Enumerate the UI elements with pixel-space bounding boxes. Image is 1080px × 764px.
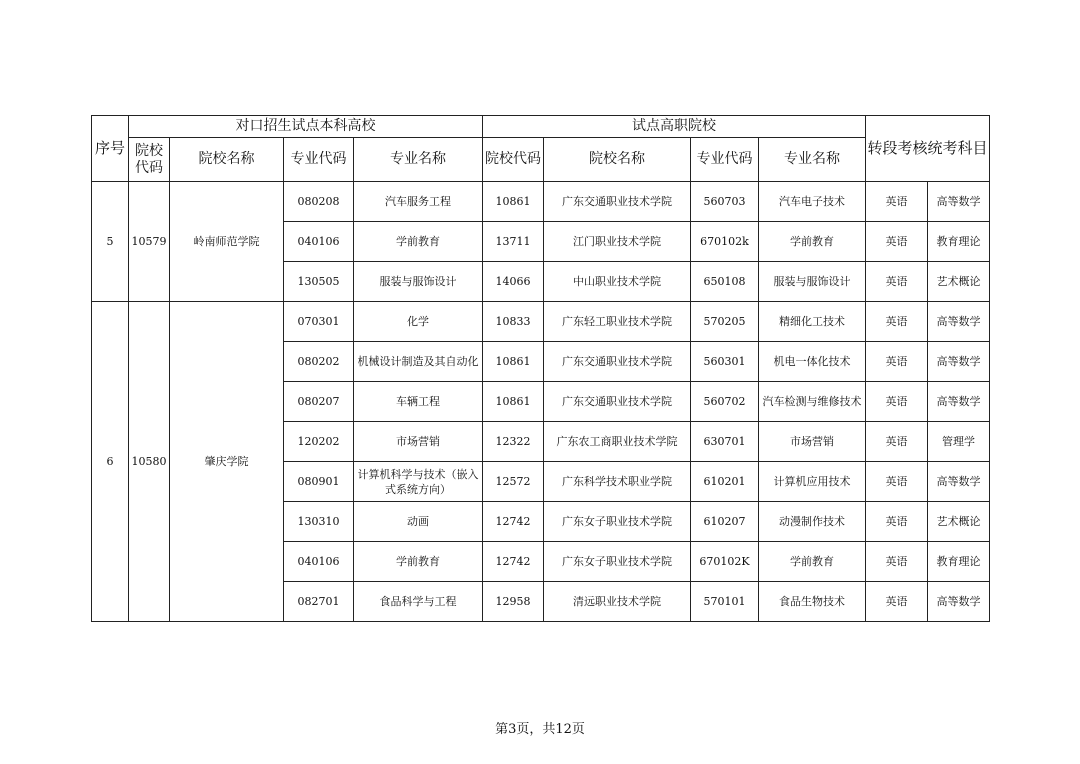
subject1-cell: 英语 (866, 502, 928, 542)
v-school-name-cell: 广东轻工职业技术学院 (544, 302, 691, 342)
header-row-1 (92, 116, 990, 138)
subject1-cell: 英语 (866, 182, 928, 222)
v-school-name-cell: 广东交通职业技术学院 (544, 342, 691, 382)
school-name-cell: 岭南师范学院 (170, 182, 284, 302)
subject2-cell: 艺术概论 (928, 262, 990, 302)
subject2-cell: 高等数学 (928, 342, 990, 382)
school-code-cell: 10579 (129, 182, 170, 302)
v-major-code-cell: 650108 (691, 262, 759, 302)
major-name-cell: 车辆工程 (354, 382, 483, 422)
v-major-code-cell: 610201 (691, 462, 759, 502)
page-number-label: 第3页，共12页 (495, 722, 585, 737)
v-school-name-cell: 广东女子职业技术学院 (544, 542, 691, 582)
v-school-name-cell: 广东科学技术职业学院 (544, 462, 691, 502)
seq-cell: 5 (92, 182, 129, 302)
subject1-cell: 英语 (866, 542, 928, 582)
major-code-cell: 080208 (284, 182, 354, 222)
subject1-cell: 英语 (866, 222, 928, 262)
v-school-code-cell: 10861 (483, 342, 544, 382)
header-b-school-name: 院校名称 (170, 138, 284, 182)
major-code-cell: 082701 (284, 582, 354, 622)
v-school-name-cell: 广东交通职业技术学院 (544, 182, 691, 222)
major-code-cell: 040106 (284, 542, 354, 582)
v-school-name-cell: 广东交通职业技术学院 (544, 382, 691, 422)
v-school-code-cell: 12742 (483, 502, 544, 542)
v-school-code-cell: 12322 (483, 422, 544, 462)
major-name-cell: 食品科学与工程 (354, 582, 483, 622)
v-major-code-cell: 670102K (691, 542, 759, 582)
subject1-cell: 英语 (866, 422, 928, 462)
v-school-name-cell: 广东女子职业技术学院 (544, 502, 691, 542)
v-major-name-cell: 精细化工技术 (759, 302, 866, 342)
subject1-cell: 英语 (866, 582, 928, 622)
v-school-code-cell: 12572 (483, 462, 544, 502)
header-b-major-name: 专业名称 (354, 138, 483, 182)
subject1-cell: 英语 (866, 462, 928, 502)
subject2-cell: 高等数学 (928, 182, 990, 222)
v-school-name-cell: 江门职业技术学院 (544, 222, 691, 262)
header-group-bachelor: 对口招生试点本科高校 (129, 116, 483, 138)
admissions-table (91, 115, 990, 622)
header-v-major-name: 专业名称 (759, 138, 866, 182)
header-group-vocational: 试点高职院校 (483, 116, 866, 138)
major-code-cell: 130505 (284, 262, 354, 302)
v-major-name-cell: 汽车电子技术 (759, 182, 866, 222)
major-name-cell: 学前教育 (354, 542, 483, 582)
header-exam-subjects: 转段考核统考科目 (866, 116, 990, 182)
subject2-cell: 高等数学 (928, 382, 990, 422)
major-name-cell: 学前教育 (354, 222, 483, 262)
subject2-cell: 艺术概论 (928, 502, 990, 542)
major-name-cell: 动画 (354, 502, 483, 542)
major-name-cell: 计算机科学与技术（嵌入式系统方向） (354, 462, 483, 502)
v-school-name-cell: 中山职业技术学院 (544, 262, 691, 302)
v-major-name-cell: 服装与服饰设计 (759, 262, 866, 302)
page-footer (0, 718, 1080, 737)
v-major-code-cell: 560702 (691, 382, 759, 422)
subject1-cell: 英语 (866, 382, 928, 422)
header-row-2 (92, 138, 990, 182)
major-name-cell: 汽车服务工程 (354, 182, 483, 222)
subject2-cell: 高等数学 (928, 582, 990, 622)
major-code-cell: 080202 (284, 342, 354, 382)
v-major-code-cell: 560703 (691, 182, 759, 222)
header-seq: 序号 (92, 116, 129, 182)
major-code-cell: 130310 (284, 502, 354, 542)
v-school-code-cell: 10861 (483, 382, 544, 422)
header-b-major-code: 专业代码 (284, 138, 354, 182)
major-code-cell: 120202 (284, 422, 354, 462)
v-major-name-cell: 汽车检测与维修技术 (759, 382, 866, 422)
major-name-cell: 服装与服饰设计 (354, 262, 483, 302)
major-name-cell: 市场营销 (354, 422, 483, 462)
table-row (92, 182, 990, 222)
major-code-cell: 040106 (284, 222, 354, 262)
v-major-code-cell: 570101 (691, 582, 759, 622)
header-v-school-code: 院校代码 (483, 138, 544, 182)
v-major-name-cell: 计算机应用技术 (759, 462, 866, 502)
v-school-code-cell: 10833 (483, 302, 544, 342)
major-code-cell: 070301 (284, 302, 354, 342)
subject1-cell: 英语 (866, 342, 928, 382)
v-school-code-cell: 12958 (483, 582, 544, 622)
subject2-cell: 教育理论 (928, 222, 990, 262)
table-row (92, 302, 990, 342)
major-name-cell: 化学 (354, 302, 483, 342)
subject2-cell: 教育理论 (928, 542, 990, 582)
v-major-name-cell: 食品生物技术 (759, 582, 866, 622)
school-name-cell: 肇庆学院 (170, 302, 284, 622)
header-b-school-code: 院校代码 (129, 138, 170, 182)
v-major-name-cell: 市场营销 (759, 422, 866, 462)
school-code-cell: 10580 (129, 302, 170, 622)
major-name-cell: 机械设计制造及其自动化 (354, 342, 483, 382)
major-code-cell: 080901 (284, 462, 354, 502)
v-school-name-cell: 广东农工商职业技术学院 (544, 422, 691, 462)
subject1-cell: 英语 (866, 302, 928, 342)
v-major-name-cell: 动漫制作技术 (759, 502, 866, 542)
v-major-code-cell: 560301 (691, 342, 759, 382)
v-major-code-cell: 570205 (691, 302, 759, 342)
header-v-school-name: 院校名称 (544, 138, 691, 182)
seq-cell: 6 (92, 302, 129, 622)
v-major-code-cell: 670102k (691, 222, 759, 262)
v-school-code-cell: 13711 (483, 222, 544, 262)
v-major-code-cell: 610207 (691, 502, 759, 542)
v-major-name-cell: 学前教育 (759, 222, 866, 262)
v-school-name-cell: 清远职业技术学院 (544, 582, 691, 622)
subject2-cell: 高等数学 (928, 302, 990, 342)
v-major-name-cell: 学前教育 (759, 542, 866, 582)
subject1-cell: 英语 (866, 262, 928, 302)
v-school-code-cell: 14066 (483, 262, 544, 302)
v-major-name-cell: 机电一体化技术 (759, 342, 866, 382)
v-school-code-cell: 12742 (483, 542, 544, 582)
v-major-code-cell: 630701 (691, 422, 759, 462)
major-code-cell: 080207 (284, 382, 354, 422)
subject2-cell: 管理学 (928, 422, 990, 462)
v-school-code-cell: 10861 (483, 182, 544, 222)
subject2-cell: 高等数学 (928, 462, 990, 502)
header-v-major-code: 专业代码 (691, 138, 759, 182)
